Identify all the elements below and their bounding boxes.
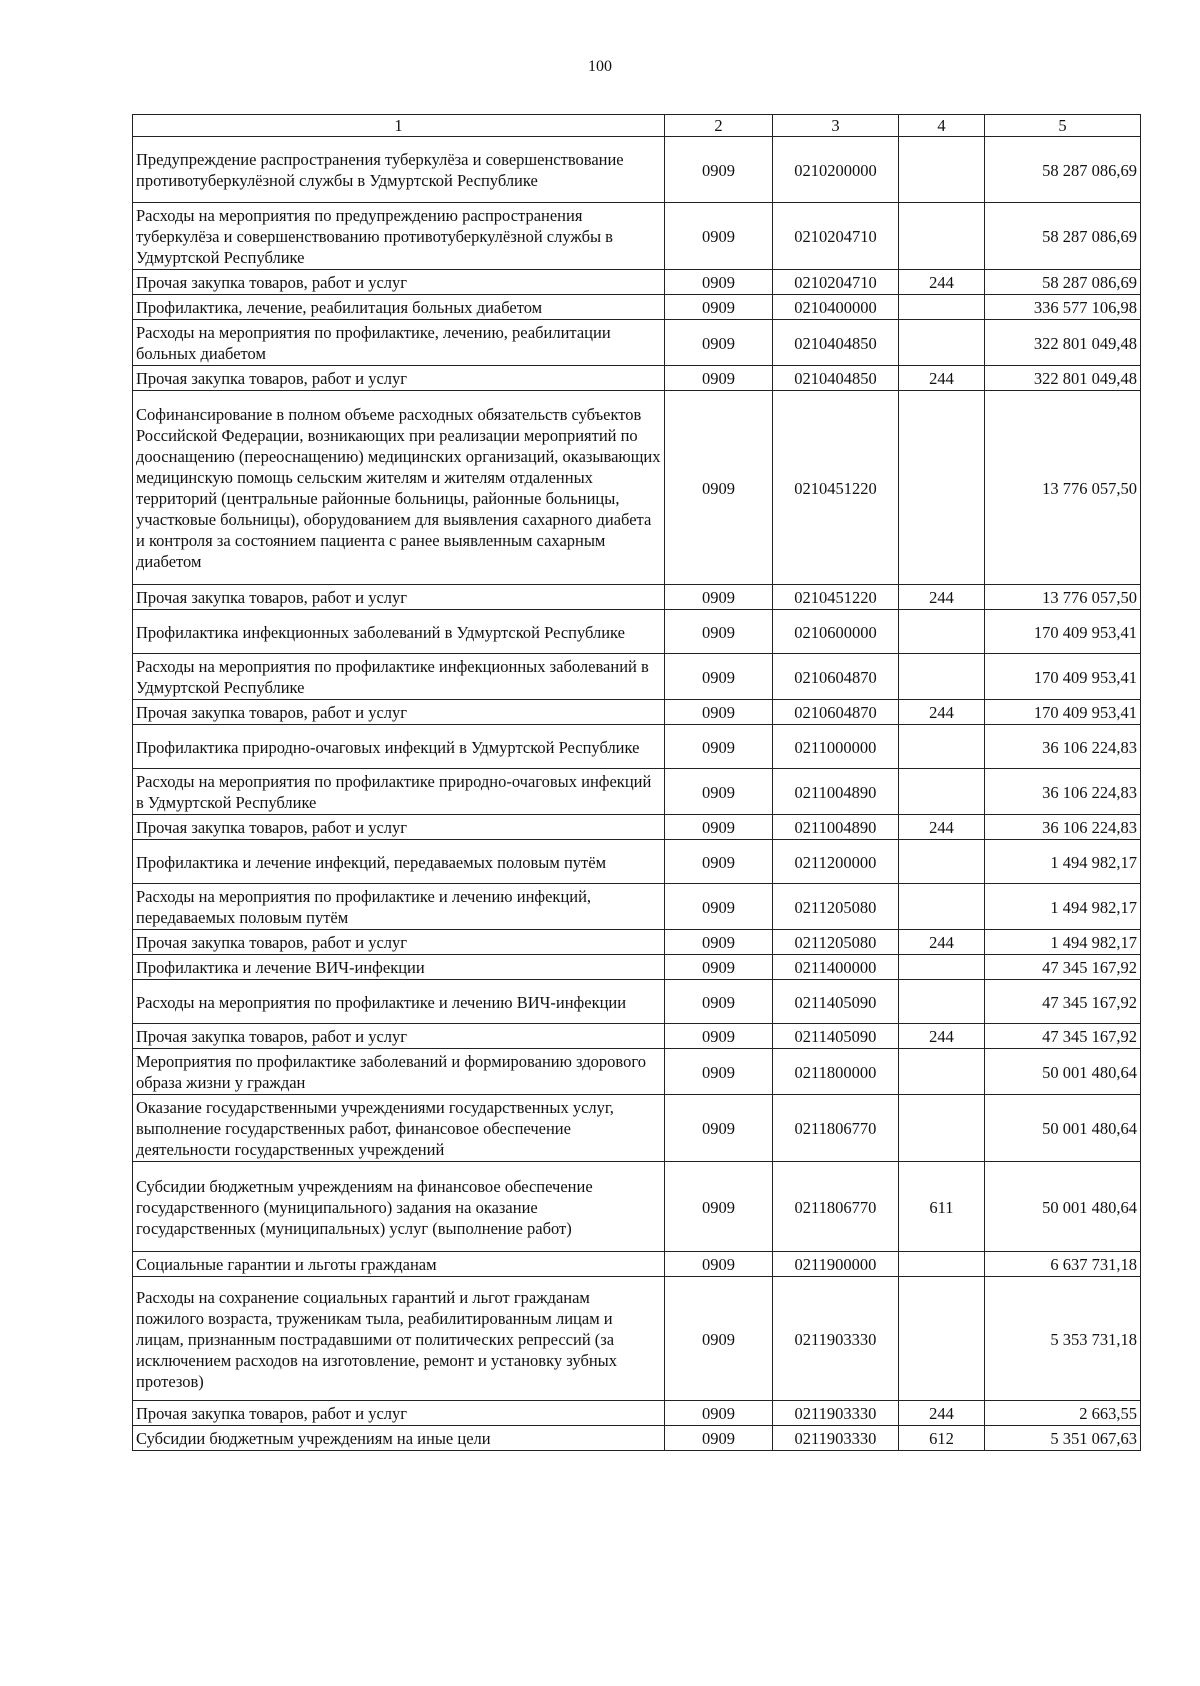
table-row xyxy=(133,295,1141,320)
row-expense-type-cell: 244 xyxy=(899,366,985,391)
row-expense-type-cell xyxy=(899,1095,985,1162)
row-amount-cell: 13 776 057,50 xyxy=(985,391,1141,585)
row-amount-cell: 322 801 049,48 xyxy=(985,366,1141,391)
row-amount-cell: 1 494 982,17 xyxy=(985,840,1141,884)
row-target-article-cell: 0211205080 xyxy=(773,930,899,955)
row-amount-cell: 36 106 224,83 xyxy=(985,769,1141,815)
row-name-cell: Оказание государственными учреждениями государственных услуг, выполнение государственных работ, финансовое обеспечение деятельности государственных учреждений xyxy=(133,1095,665,1162)
row-expense-type-cell: 244 xyxy=(899,585,985,610)
row-target-article-cell: 0210600000 xyxy=(773,610,899,654)
row-name-cell: Профилактика и лечение ВИЧ-инфекции xyxy=(133,955,665,980)
row-target-article-cell: 0211903330 xyxy=(773,1277,899,1401)
table-row xyxy=(133,585,1141,610)
table-row xyxy=(133,980,1141,1024)
row-name-cell: Расходы на сохранение социальных гарантий и льгот гражданам пожилого возраста, труженикам тыла, реабилитированным лицам и лицам, признанным пострадавшими от политических репрессий (за исключением расходов на изготовление, ремонт и установку зубных протезов) xyxy=(133,1277,665,1401)
row-amount-cell: 50 001 480,64 xyxy=(985,1162,1141,1252)
row-expense-type-cell xyxy=(899,1252,985,1277)
row-name-cell: Прочая закупка товаров, работ и услуг xyxy=(133,1401,665,1426)
row-expense-type-cell xyxy=(899,769,985,815)
row-name-cell: Расходы на мероприятия по профилактике и лечению ВИЧ-инфекции xyxy=(133,980,665,1024)
row-section-cell: 0909 xyxy=(665,1252,773,1277)
row-name-cell: Расходы на мероприятия по профилактике и лечению инфекций, передаваемых половым путём xyxy=(133,884,665,930)
row-amount-cell: 47 345 167,92 xyxy=(985,955,1141,980)
table-row xyxy=(133,769,1141,815)
table-row xyxy=(133,610,1141,654)
row-section-cell: 0909 xyxy=(665,1401,773,1426)
row-target-article-cell: 0211405090 xyxy=(773,980,899,1024)
row-section-cell: 0909 xyxy=(665,840,773,884)
row-expense-type-cell xyxy=(899,980,985,1024)
row-name-cell: Прочая закупка товаров, работ и услуг xyxy=(133,585,665,610)
row-amount-cell: 13 776 057,50 xyxy=(985,585,1141,610)
row-amount-cell: 58 287 086,69 xyxy=(985,203,1141,270)
table-row xyxy=(133,203,1141,270)
row-section-cell: 0909 xyxy=(665,203,773,270)
row-target-article-cell: 0211004890 xyxy=(773,769,899,815)
row-section-cell: 0909 xyxy=(665,884,773,930)
table-body xyxy=(133,137,1141,1451)
row-target-article-cell: 0210404850 xyxy=(773,320,899,366)
row-name-cell: Мероприятия по профилактике заболеваний и формированию здорового образа жизни у граждан xyxy=(133,1049,665,1095)
row-target-article-cell: 0210451220 xyxy=(773,391,899,585)
row-section-cell: 0909 xyxy=(665,270,773,295)
row-name-cell: Расходы на мероприятия по профилактике природно-очаговых инфекций в Удмуртской Республике xyxy=(133,769,665,815)
table-row xyxy=(133,1252,1141,1277)
row-expense-type-cell xyxy=(899,295,985,320)
row-name-cell: Профилактика, лечение, реабилитация больных диабетом xyxy=(133,295,665,320)
row-amount-cell: 2 663,55 xyxy=(985,1401,1141,1426)
row-amount-cell: 36 106 224,83 xyxy=(985,815,1141,840)
row-target-article-cell: 0211004890 xyxy=(773,815,899,840)
row-name-cell: Субсидии бюджетным учреждениям на финансовое обеспечение государственного (муниципального) задания на оказание государственных (муниципальных) услуг (выполнение работ) xyxy=(133,1162,665,1252)
row-section-cell: 0909 xyxy=(665,391,773,585)
row-section-cell: 0909 xyxy=(665,137,773,203)
table-row xyxy=(133,391,1141,585)
row-amount-cell: 58 287 086,69 xyxy=(985,270,1141,295)
row-name-cell: Субсидии бюджетным учреждениям на иные цели xyxy=(133,1426,665,1451)
row-amount-cell: 36 106 224,83 xyxy=(985,725,1141,769)
table-row xyxy=(133,1162,1141,1252)
row-name-cell: Расходы на мероприятия по предупреждению распространения туберкулёза и совершенствованию противотуберкулёзной службы в Удмуртской Республике xyxy=(133,203,665,270)
row-expense-type-cell: 244 xyxy=(899,1401,985,1426)
row-target-article-cell: 0211900000 xyxy=(773,1252,899,1277)
row-target-article-cell: 0210404850 xyxy=(773,366,899,391)
row-name-cell: Предупреждение распространения туберкулёза и совершенствование противотуберкулёзной службы в Удмуртской Республике xyxy=(133,137,665,203)
table-row xyxy=(133,1426,1141,1451)
row-amount-cell: 170 409 953,41 xyxy=(985,700,1141,725)
row-target-article-cell: 0210451220 xyxy=(773,585,899,610)
table-row xyxy=(133,955,1141,980)
row-target-article-cell: 0211200000 xyxy=(773,840,899,884)
row-name-cell: Расходы на мероприятия по профилактике инфекционных заболеваний в Удмуртской Республике xyxy=(133,654,665,700)
row-expense-type-cell xyxy=(899,654,985,700)
row-target-article-cell: 0210204710 xyxy=(773,270,899,295)
row-name-cell: Социальные гарантии и льготы гражданам xyxy=(133,1252,665,1277)
row-expense-type-cell xyxy=(899,391,985,585)
row-target-article-cell: 0211806770 xyxy=(773,1095,899,1162)
header-cell-target-article: 3 xyxy=(773,115,899,137)
row-expense-type-cell: 612 xyxy=(899,1426,985,1451)
row-target-article-cell: 0211903330 xyxy=(773,1401,899,1426)
row-target-article-cell: 0211205080 xyxy=(773,884,899,930)
table-row xyxy=(133,700,1141,725)
row-name-cell: Прочая закупка товаров, работ и услуг xyxy=(133,815,665,840)
row-target-article-cell: 0211405090 xyxy=(773,1024,899,1049)
row-name-cell: Профилактика инфекционных заболеваний в Удмуртской Республике xyxy=(133,610,665,654)
row-name-cell: Прочая закупка товаров, работ и услуг xyxy=(133,930,665,955)
row-expense-type-cell xyxy=(899,725,985,769)
row-section-cell: 0909 xyxy=(665,1426,773,1451)
row-expense-type-cell: 244 xyxy=(899,930,985,955)
row-expense-type-cell xyxy=(899,610,985,654)
table-row xyxy=(133,840,1141,884)
row-section-cell: 0909 xyxy=(665,815,773,840)
row-expense-type-cell xyxy=(899,884,985,930)
header-cell-name: 1 xyxy=(133,115,665,137)
row-amount-cell: 5 353 731,18 xyxy=(985,1277,1141,1401)
budget-table xyxy=(132,114,1141,1451)
row-name-cell: Прочая закупка товаров, работ и услуг xyxy=(133,1024,665,1049)
row-expense-type-cell: 244 xyxy=(899,815,985,840)
row-target-article-cell: 0210200000 xyxy=(773,137,899,203)
row-target-article-cell: 0210400000 xyxy=(773,295,899,320)
row-name-cell: Расходы на мероприятия по профилактике, лечению, реабилитации больных диабетом xyxy=(133,320,665,366)
row-section-cell: 0909 xyxy=(665,585,773,610)
row-section-cell: 0909 xyxy=(665,930,773,955)
table-header-row xyxy=(133,115,1141,137)
row-expense-type-cell xyxy=(899,137,985,203)
row-expense-type-cell xyxy=(899,1277,985,1401)
row-expense-type-cell: 244 xyxy=(899,270,985,295)
row-section-cell: 0909 xyxy=(665,320,773,366)
table-row xyxy=(133,930,1141,955)
row-name-cell: Прочая закупка товаров, работ и услуг xyxy=(133,700,665,725)
row-amount-cell: 47 345 167,92 xyxy=(985,1024,1141,1049)
row-amount-cell: 58 287 086,69 xyxy=(985,137,1141,203)
row-section-cell: 0909 xyxy=(665,980,773,1024)
row-expense-type-cell xyxy=(899,203,985,270)
row-section-cell: 0909 xyxy=(665,700,773,725)
row-amount-cell: 6 637 731,18 xyxy=(985,1252,1141,1277)
table-row xyxy=(133,137,1141,203)
row-section-cell: 0909 xyxy=(665,1049,773,1095)
row-expense-type-cell: 611 xyxy=(899,1162,985,1252)
row-expense-type-cell xyxy=(899,955,985,980)
row-name-cell: Профилактика природно-очаговых инфекций в Удмуртской Республике xyxy=(133,725,665,769)
table-row xyxy=(133,1401,1141,1426)
row-section-cell: 0909 xyxy=(665,295,773,320)
header-cell-amount: 5 xyxy=(985,115,1141,137)
row-amount-cell: 1 494 982,17 xyxy=(985,930,1141,955)
row-target-article-cell: 0211903330 xyxy=(773,1426,899,1451)
row-name-cell: Софинансирование в полном объеме расходных обязательств субъектов Российской Федерации, возникающих при реализации мероприятий по дооснащению (переоснащению) медицинских организаций, оказывающих медицинскую помощь сельским жителям и жителям отдаленных территорий (центральные районные больницы, районные больницы, участковые больницы), оборудованием для выявления сахарного диабета и контроля за состоянием пациента с ранее выявленным сахарным диабетом xyxy=(133,391,665,585)
row-amount-cell: 50 001 480,64 xyxy=(985,1049,1141,1095)
row-name-cell: Профилактика и лечение инфекций, передаваемых половым путём xyxy=(133,840,665,884)
row-expense-type-cell xyxy=(899,1049,985,1095)
table-row xyxy=(133,884,1141,930)
header-cell-expense-type: 4 xyxy=(899,115,985,137)
table-row xyxy=(133,654,1141,700)
row-section-cell: 0909 xyxy=(665,955,773,980)
header-cell-section: 2 xyxy=(665,115,773,137)
row-section-cell: 0909 xyxy=(665,654,773,700)
table-row xyxy=(133,1095,1141,1162)
row-target-article-cell: 0210204710 xyxy=(773,203,899,270)
row-expense-type-cell xyxy=(899,840,985,884)
table-row xyxy=(133,1277,1141,1401)
row-expense-type-cell: 244 xyxy=(899,700,985,725)
row-section-cell: 0909 xyxy=(665,1095,773,1162)
table-row xyxy=(133,270,1141,295)
row-section-cell: 0909 xyxy=(665,1024,773,1049)
row-section-cell: 0909 xyxy=(665,725,773,769)
row-target-article-cell: 0211800000 xyxy=(773,1049,899,1095)
row-amount-cell: 336 577 106,98 xyxy=(985,295,1141,320)
row-amount-cell: 5 351 067,63 xyxy=(985,1426,1141,1451)
row-name-cell: Прочая закупка товаров, работ и услуг xyxy=(133,270,665,295)
table-row xyxy=(133,1024,1141,1049)
row-section-cell: 0909 xyxy=(665,366,773,391)
table-row xyxy=(133,725,1141,769)
row-expense-type-cell: 244 xyxy=(899,1024,985,1049)
table-row xyxy=(133,320,1141,366)
row-section-cell: 0909 xyxy=(665,610,773,654)
row-section-cell: 0909 xyxy=(665,1277,773,1401)
row-target-article-cell: 0210604870 xyxy=(773,700,899,725)
row-amount-cell: 47 345 167,92 xyxy=(985,980,1141,1024)
row-target-article-cell: 0210604870 xyxy=(773,654,899,700)
row-expense-type-cell xyxy=(899,320,985,366)
row-amount-cell: 1 494 982,17 xyxy=(985,884,1141,930)
table-row xyxy=(133,366,1141,391)
row-amount-cell: 170 409 953,41 xyxy=(985,654,1141,700)
table-row xyxy=(133,815,1141,840)
row-section-cell: 0909 xyxy=(665,1162,773,1252)
row-target-article-cell: 0211400000 xyxy=(773,955,899,980)
row-target-article-cell: 0211806770 xyxy=(773,1162,899,1252)
row-amount-cell: 50 001 480,64 xyxy=(985,1095,1141,1162)
row-target-article-cell: 0211000000 xyxy=(773,725,899,769)
row-amount-cell: 170 409 953,41 xyxy=(985,610,1141,654)
row-name-cell: Прочая закупка товаров, работ и услуг xyxy=(133,366,665,391)
table-row xyxy=(133,1049,1141,1095)
row-section-cell: 0909 xyxy=(665,769,773,815)
page-number: 100 xyxy=(588,58,612,75)
row-amount-cell: 322 801 049,48 xyxy=(985,320,1141,366)
